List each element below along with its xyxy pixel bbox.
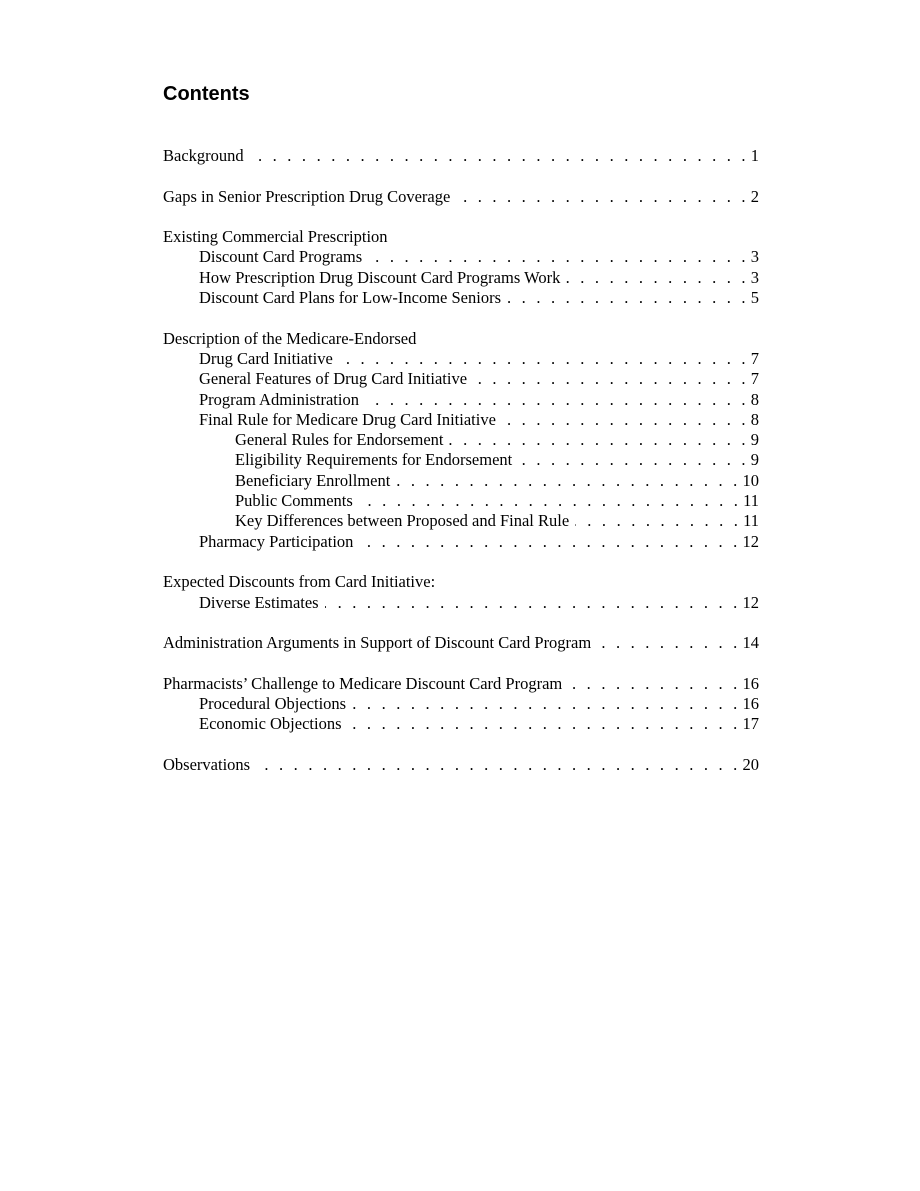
page-title: Contents: [163, 83, 250, 105]
toc-entry[interactable]: [163, 674, 759, 694]
toc-leader-dots: [518, 450, 749, 470]
toc-entry-title: Beneficiary Enrollment: [235, 470, 391, 490]
toc-entry[interactable]: [163, 694, 759, 714]
toc-entry-title: Procedural Objections: [199, 694, 347, 714]
toc-entry-title: Existing Commercial Prescription: [163, 227, 388, 247]
toc-leader-dots: [507, 288, 749, 308]
toc-entry-title: Public Comments: [235, 491, 353, 511]
toc-leader-dots: [359, 532, 740, 552]
table-of-contents: [163, 146, 759, 775]
toc-entry-title: Economic Objections: [199, 714, 342, 734]
toc-page-number: 7: [750, 369, 759, 389]
toc-entry-title: Gaps in Senior Prescription Drug Coverage: [163, 186, 451, 206]
toc-leader-dots: [365, 390, 749, 410]
toc-entry-title: General Rules for Endorsement: [235, 430, 444, 450]
toc-entry[interactable]: [163, 714, 759, 734]
toc-entry-title: Pharmacists’ Challenge to Medicare Discount Card Program: [163, 673, 563, 693]
toc-leader-dots: [325, 593, 741, 613]
toc-leader-dots: [368, 247, 749, 267]
toc-entry-title: Eligibility Requirements for Endorsement: [235, 450, 513, 470]
toc-entry[interactable]: [163, 430, 759, 450]
toc-entry[interactable]: [163, 369, 759, 389]
toc-entry-title: Diverse Estimates: [199, 592, 319, 612]
toc-entry-title: Administration Arguments in Support of Discount Card Program: [163, 633, 592, 653]
toc-entry[interactable]: [163, 410, 759, 430]
toc-page-number: 16: [742, 694, 759, 714]
toc-page-number: 10: [742, 470, 759, 490]
toc-entry-title: Discount Card Plans for Low-Income Seniors: [199, 288, 501, 308]
toc-page-number: 9: [750, 430, 759, 450]
toc-leader-dots: [396, 471, 740, 491]
toc-leader-dots: [568, 674, 740, 694]
toc-leader-dots: [575, 511, 741, 531]
toc-entry[interactable]: [163, 390, 759, 410]
toc-leader-dots: [339, 349, 749, 369]
toc-entry-title: How Prescription Drug Discount Card Programs Work: [199, 267, 561, 287]
toc-page-number: 5: [750, 288, 759, 308]
toc-entry[interactable]: [163, 247, 759, 267]
toc-entry[interactable]: [163, 491, 759, 511]
toc-page-number: 20: [742, 754, 759, 774]
toc-leader-dots: [456, 187, 748, 207]
toc-entry[interactable]: [163, 268, 759, 288]
toc-section-heading: [163, 227, 759, 247]
toc-entry-title: Key Differences between Proposed and Final Rule: [235, 511, 570, 531]
toc-page-number: 12: [742, 592, 759, 612]
toc-entry[interactable]: [163, 450, 759, 470]
toc-leader-dots: [566, 268, 748, 288]
toc-entry[interactable]: [163, 349, 759, 369]
toc-page-number: 11: [743, 491, 759, 511]
toc-leader-dots: [352, 694, 740, 714]
toc-page-number: 3: [750, 267, 759, 287]
toc-page-number: 2: [750, 186, 759, 206]
toc-entry[interactable]: [163, 146, 759, 166]
toc-entry[interactable]: [163, 755, 759, 775]
toc-entry-title: Program Administration: [199, 389, 359, 409]
toc-page-number: 8: [750, 389, 759, 409]
toc-page-number: 1: [750, 146, 759, 165]
toc-page-number: 17: [742, 714, 759, 734]
toc-entry[interactable]: [163, 511, 759, 531]
toc-entry[interactable]: [163, 471, 759, 491]
toc-entry-title: General Features of Drug Card Initiative: [199, 369, 468, 389]
toc-entry-title: Final Rule for Medicare Drug Card Initiative: [199, 409, 496, 429]
toc-entry[interactable]: [163, 187, 759, 207]
toc-page-number: 3: [750, 247, 759, 267]
toc-leader-dots: [348, 714, 741, 734]
toc-entry[interactable]: [163, 532, 759, 552]
toc-leader-dots: [359, 491, 741, 511]
toc-section-heading: [163, 572, 759, 592]
toc-leader-dots: [502, 410, 749, 430]
toc-leader-dots: [449, 430, 748, 450]
toc-entry-title: Description of the Medicare-Endorsed: [163, 328, 417, 348]
toc-entry-title: Discount Card Programs: [199, 247, 363, 267]
toc-page-number: 16: [742, 673, 759, 693]
toc-page-number: 8: [750, 409, 759, 429]
toc-page-number: 12: [742, 531, 759, 551]
toc-section-heading: [163, 329, 759, 349]
toc-leader-dots: [473, 369, 749, 389]
toc-page-number: 9: [750, 450, 759, 470]
toc-leader-dots: [256, 755, 740, 775]
toc-entry[interactable]: [163, 288, 759, 308]
toc-entry-title: Drug Card Initiative: [199, 348, 333, 368]
toc-entry-title: Observations: [163, 754, 251, 774]
toc-page-number: 11: [743, 511, 759, 531]
toc-page-number: 7: [750, 348, 759, 368]
toc-entry-title: Pharmacy Participation: [199, 531, 354, 551]
toc-leader-dots: [597, 633, 740, 653]
toc-entry[interactable]: [163, 593, 759, 613]
toc-entry-title: Expected Discounts from Card Initiative:: [163, 572, 436, 592]
toc-entry-title: Background: [163, 146, 244, 165]
toc-leader-dots: [250, 146, 749, 166]
toc-entry[interactable]: [163, 633, 759, 653]
toc-page-number: 14: [742, 633, 759, 653]
